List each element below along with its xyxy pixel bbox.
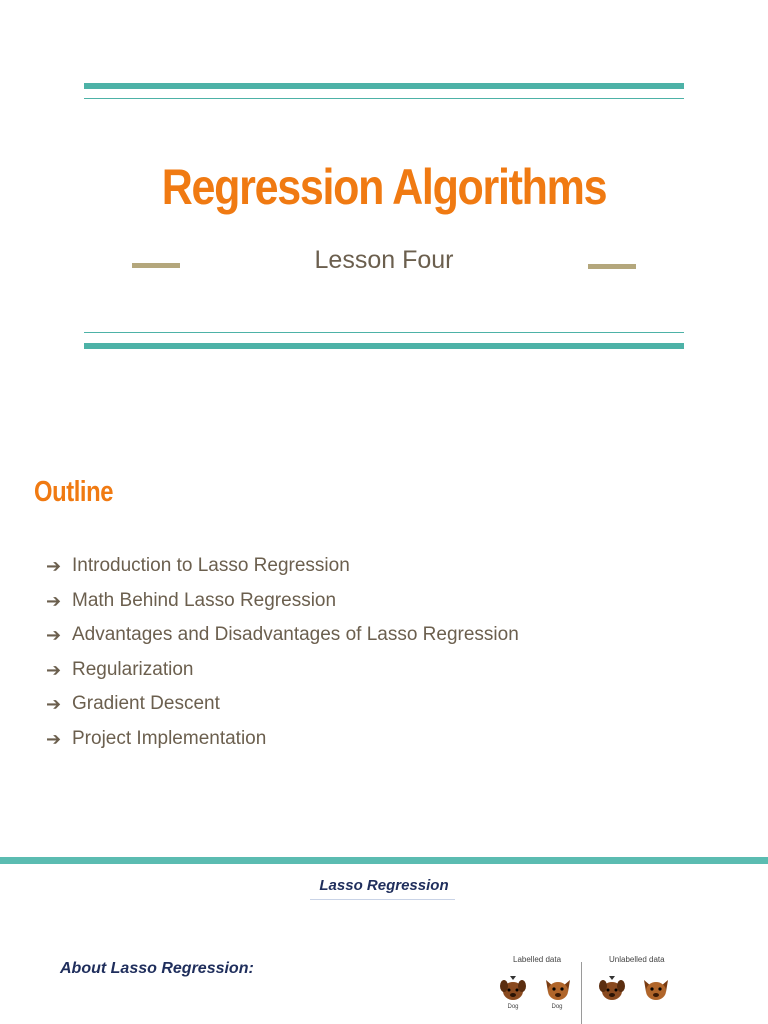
arrow-right-icon: ➔ xyxy=(46,556,62,576)
data-panel-divider xyxy=(581,962,582,1024)
list-item-label: Introduction to Lasso Regression xyxy=(72,555,350,576)
list-item-label: Math Behind Lasso Regression xyxy=(72,589,337,611)
arrow-right-icon: ➔ xyxy=(46,590,62,611)
right-dash-decoration xyxy=(588,264,636,269)
arrow-right-icon: ➔ xyxy=(46,694,62,715)
list-item xyxy=(46,690,519,725)
dog-image-2 xyxy=(543,976,573,1004)
list-item-label: Project Implementation xyxy=(72,727,267,749)
list-item xyxy=(46,725,519,760)
arrow-right-icon: ➔ xyxy=(46,728,62,749)
lasso-slide-title: Lasso Regression xyxy=(319,877,449,894)
lasso-title-underline xyxy=(310,899,455,900)
dog-caption: Dog xyxy=(507,1004,519,1010)
bottom-thin-rule xyxy=(84,332,684,333)
top-thick-rule xyxy=(84,83,684,89)
unlabelled-data-label: Unlabelled data xyxy=(609,955,665,964)
labelled-data-label: Labelled data xyxy=(513,955,562,964)
about-lasso-heading: About Lasso Regression: xyxy=(60,960,254,977)
outline-heading: Outline xyxy=(34,476,114,508)
list-item-label: Advantages and Disadvantages of Lasso Regression xyxy=(72,624,519,646)
dog-image-3 xyxy=(598,974,626,1004)
list-item xyxy=(46,552,519,587)
slide-title: Regression Algorithms xyxy=(161,159,607,215)
dog-caption: Dog xyxy=(551,1004,563,1010)
outline-list xyxy=(46,552,519,760)
dog-image-4 xyxy=(641,976,671,1004)
list-item-label: Regularization xyxy=(72,658,194,680)
arrow-right-icon: ➔ xyxy=(46,659,62,680)
arrow-right-icon: ➔ xyxy=(46,625,62,646)
list-item xyxy=(46,656,519,691)
list-item-label: Gradient Descent xyxy=(72,693,220,715)
slide-divider-band xyxy=(0,857,768,864)
bottom-thick-rule xyxy=(84,343,684,349)
dog-image-1 xyxy=(499,974,527,1004)
list-item xyxy=(46,587,519,622)
list-item xyxy=(46,621,519,656)
top-thin-rule xyxy=(84,98,684,99)
slide-subtitle: Lesson Four xyxy=(314,246,454,274)
